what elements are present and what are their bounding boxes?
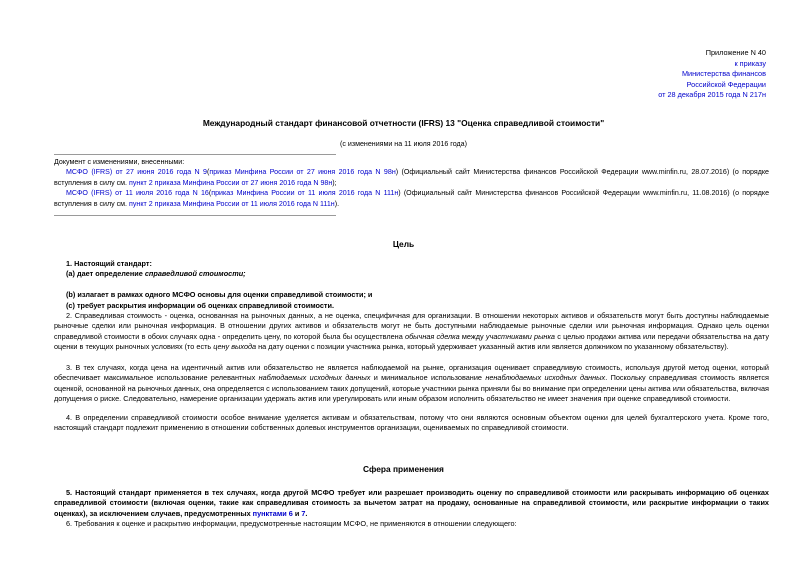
para-link[interactable]: пунктами 6	[252, 508, 293, 518]
change-text: (	[208, 189, 212, 198]
annex-block	[658, 48, 766, 101]
para-term: участниками рынка	[485, 331, 555, 341]
paragraph-6: 6. Требования к оценке и раскрытию информации, предусмотренные настоящим МСФО, не применяются в отношении следующего:	[66, 519, 517, 529]
para-text: 5. Настоящий стандарт применяется в тех случаях, когда другой МСФО требует или разрешает производить оценку по справедливой стоимости или раскрывать информацию об оценках справедливой стоимости (включая оценки, такие как справедливая стоимость за вычетом затрат на продажу, основанные на справедливой стоимости, или раскрытие информации о таких оценках), за исключением случаев, предусмотренных	[54, 488, 769, 518]
annex-link[interactable]: Российской Федерации	[686, 79, 766, 89]
para-term: цену выхода	[213, 342, 257, 352]
para-text: (а) дает определение	[66, 269, 145, 279]
para-text: и минимальное использование	[370, 373, 486, 383]
change-link[interactable]: приказ Минфина России от 27 июня 2016 года N 98н	[209, 168, 396, 177]
paragraph-2	[54, 311, 769, 353]
paragraph-1c: (с) требует раскрытия информации об оценках справедливой стоимости.	[66, 300, 334, 310]
para-term: обычная сделка	[405, 331, 460, 341]
paragraph-1b: (b) излагает в рамках одного МСФО основы для оценки справедливой стоимости; и	[66, 290, 373, 300]
change-text: (	[207, 168, 210, 177]
para-term: наблюдаемых исходных данных	[258, 373, 371, 383]
para-term: ненаблюдаемых исходных данных	[485, 373, 606, 383]
change-link[interactable]: приказ Минфина России от 11 июля 2016 года N 111н	[211, 189, 399, 198]
divider-top	[54, 154, 336, 155]
paragraph-3	[54, 363, 769, 405]
para-text: 2. Справедливая стоимость - оценка, основанная на рыночных данных, а не оценка, специфичная для организации. В отношении некоторых активов и обязательств могут быть доступны наблюдаемые рыночные сделки или рыночная информация. В отношении других активов и обязательств могут не быть доступными наблюдаемые рыночные сделки или рыночная информация. Однако цель оценки справедливой стоимости в обоих случаях одна - определить цену, по которой была бы осуществлена	[54, 311, 769, 341]
para-text: и	[292, 508, 302, 518]
section-heading-goal: Цель	[392, 239, 415, 249]
change-link[interactable]: пункт 2 приказа Минфина России от 11 июля 2016 года N 111н	[129, 199, 335, 208]
changes-block	[54, 157, 769, 209]
change-entry	[54, 167, 769, 188]
scope-section	[54, 488, 769, 530]
change-link[interactable]: МСФО (IFRS) от 27 июня 2016 года N 9	[66, 168, 207, 177]
paragraph-5	[54, 488, 769, 519]
change-text: ) (Официальный сайт Министерства финансов Российской Федерации www.minfin.ru, 28.07.2016) (о порядке вступления в силу см.	[54, 168, 770, 187]
para-term: справедливой стоимости;	[144, 269, 246, 279]
change-text: );	[332, 178, 337, 187]
para-text: .	[305, 508, 308, 518]
para-text: с целью продажи актива или передачи обязательства на дату оценки в текущих рыночных условиях (то есть	[54, 331, 769, 352]
paragraph-4	[54, 413, 769, 434]
annex-link[interactable]: к приказу	[734, 58, 766, 68]
change-entry	[54, 188, 769, 209]
para-text: . Поскольку справедливая стоимость является оценкой, основанной на рыночных данных, она определяется с использованием таких допущений, которые участники рынка приняли бы во внимание при определении цены актива или обязательства, включая допущения о риске. Следовательно, намерение организации удержать актив или урегулировать или иным образом исполнить обязательство не имеет значения при оценке справедливой стоимости.	[54, 373, 770, 404]
para-text: 3. В тех случаях, когда цена на идентичный актив или обязательство не является наблюдаемой на рынке, организация оценивает справедливую стоимость, используя другой метод оценки, который обеспечивает максимальное использование релевантных	[54, 363, 769, 383]
divider-bottom	[54, 215, 336, 216]
changes-intro: Документ с изменениями, внесенными:	[54, 158, 185, 166]
change-link[interactable]: МСФО (IFRS) от 11 июля 2016 года N 16	[66, 189, 209, 198]
para-link[interactable]: 7	[301, 508, 306, 518]
change-text: ).	[334, 199, 340, 208]
goal-section	[54, 259, 769, 353]
paragraph-1: 1. Настоящий стандарт:	[66, 259, 152, 268]
para-text: на дату оценки с позиции участника рынка, который удерживает указанный актив или является должником по указанному обязательству).	[256, 342, 729, 352]
change-link[interactable]: пункт 2 приказа Минфина России от 27 июня 2016 года N 98н	[129, 178, 333, 187]
paragraph-1a	[54, 269, 769, 279]
document-title: Международный стандарт финансовой отчетности (IFRS) 13 "Оценка справедливой стоимости"	[202, 118, 605, 128]
document-subtitle: (с изменениями на 11 июля 2016 года)	[340, 140, 467, 148]
annex-link[interactable]: Министерства финансов	[681, 69, 766, 78]
annex-line: Приложение N 40	[705, 48, 766, 57]
para-body: 4. В определении справедливой стоимости особое внимание уделяется активам и обязательствам, потому что они являются основным объектом оценки для целей бухгалтерского учета. Кроме того, настоящий стандарт подлежит применению в отношении собственных долевых инструментов организации, оцениваемых по справедливой стоимости.	[54, 413, 769, 433]
para-text: между	[459, 331, 486, 341]
annex-link[interactable]: от 28 декабря 2015 года N 217н	[658, 90, 766, 99]
section-heading-scope: Сфера применения	[363, 464, 444, 474]
para-body	[54, 363, 769, 405]
change-text: ) (Официальный сайт Министерства финансов Российской Федерации www.minfin.ru, 11.08.2016) (о порядке вступления в силу см.	[54, 189, 770, 208]
